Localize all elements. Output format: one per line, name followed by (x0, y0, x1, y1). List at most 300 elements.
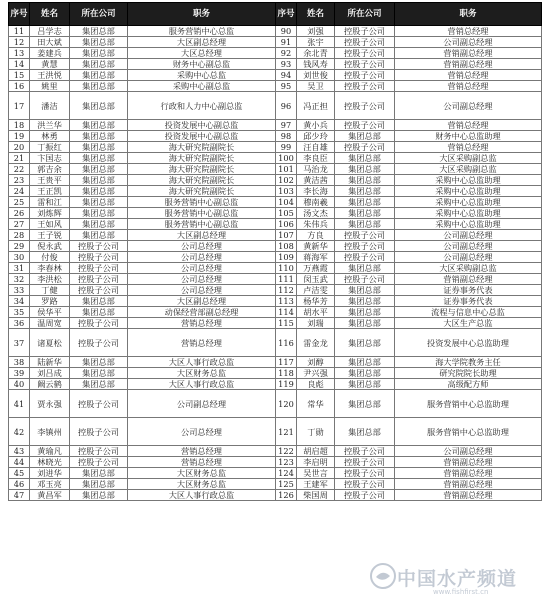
cell-company-right: 控股子公司 (335, 142, 395, 153)
cell-name-left: 陆新华 (30, 357, 70, 368)
cell-title-left: 投资发展中心副总监 (128, 131, 276, 142)
cell-index-left: 36 (9, 318, 30, 329)
cell-title-right: 大区生产总监 (395, 318, 542, 329)
table-row (9, 318, 542, 329)
table-row (9, 418, 542, 446)
table-row (9, 468, 542, 479)
cell-index-left: 17 (9, 92, 30, 120)
cell-title-left: 公司总经理 (128, 263, 276, 274)
cell-title-right: 营销副总经理 (395, 479, 542, 490)
cell-name-right: 汤文杰 (297, 208, 335, 219)
cell-company-right: 集团总部 (335, 164, 395, 175)
cell-title-right: 营销总经理 (395, 81, 542, 92)
cell-index-right: 100 (276, 153, 297, 164)
cell-name-left: 阚云鹤 (30, 379, 70, 390)
cell-index-right: 107 (276, 230, 297, 241)
cell-title-right: 大区采购副总监 (395, 263, 542, 274)
cell-name-right: 钱风寿 (297, 59, 335, 70)
cell-title-left: 财务中心副总监 (128, 59, 276, 70)
cell-company-right: 控股子公司 (335, 70, 395, 81)
cell-company-left: 控股子公司 (70, 241, 128, 252)
cell-index-right: 110 (276, 263, 297, 274)
cell-title-left: 公司副总经理 (128, 390, 276, 418)
cell-name-left: 王正凯 (30, 186, 70, 197)
cell-name-left: 刘吕成 (30, 368, 70, 379)
cell-index-right: 90 (276, 26, 297, 37)
table-row (9, 457, 542, 468)
cell-title-left: 大区财务总监 (128, 479, 276, 490)
cell-name-right: 常华 (297, 390, 335, 418)
cell-company-right: 集团总部 (335, 307, 395, 318)
cell-title-right: 海大学院教务主任 (395, 357, 542, 368)
cell-company-left: 集团总部 (70, 70, 128, 81)
cell-index-right: 115 (276, 318, 297, 329)
cell-company-left: 控股子公司 (70, 285, 128, 296)
cell-title-right: 证券事务代表 (395, 285, 542, 296)
table-row (9, 390, 542, 418)
cell-index-right: 99 (276, 142, 297, 153)
cell-name-left: 吕学志 (30, 26, 70, 37)
cell-index-right: 93 (276, 59, 297, 70)
cell-index-right: 95 (276, 81, 297, 92)
cell-title-right: 公司副总经理 (395, 92, 542, 120)
cell-index-left: 33 (9, 285, 30, 296)
cell-name-left: 温周宽 (30, 318, 70, 329)
cell-name-right: 卢洁雯 (297, 285, 335, 296)
cell-title-left: 海大研究院副院长 (128, 175, 276, 186)
cell-company-left: 集团总部 (70, 153, 128, 164)
cell-company-right: 控股子公司 (335, 26, 395, 37)
cell-title-left: 大区副总经理 (128, 230, 276, 241)
cell-index-left: 22 (9, 164, 30, 175)
cell-index-right: 119 (276, 379, 297, 390)
cell-index-left: 45 (9, 468, 30, 479)
cell-name-left: 黄慧 (30, 59, 70, 70)
cell-company-right: 控股子公司 (335, 490, 395, 501)
cell-title-right: 公司副总经理 (395, 252, 542, 263)
cell-index-right: 102 (276, 175, 297, 186)
cell-name-left: 丁振红 (30, 142, 70, 153)
cell-name-left: 卞国志 (30, 153, 70, 164)
cell-index-left: 43 (9, 446, 30, 457)
header-company-left: 所在公司 (70, 3, 128, 26)
cell-company-right: 控股子公司 (335, 274, 395, 285)
cell-title-left: 海大研究院副院长 (128, 153, 276, 164)
cell-company-left: 控股子公司 (70, 418, 128, 446)
cell-index-right: 96 (276, 92, 297, 120)
cell-name-right: 良彪 (297, 379, 335, 390)
cell-index-right: 116 (276, 329, 297, 357)
table-row (9, 48, 542, 59)
table-row (9, 296, 542, 307)
cell-title-right: 服务营销中心总监助理 (395, 390, 542, 418)
cell-index-right: 125 (276, 479, 297, 490)
cell-company-right: 控股子公司 (335, 48, 395, 59)
cell-name-right: 王建军 (297, 479, 335, 490)
table-row (9, 131, 542, 142)
watermark (369, 560, 549, 600)
fish-logo-icon (369, 562, 397, 590)
cell-company-right: 集团总部 (335, 153, 395, 164)
cell-index-right: 109 (276, 252, 297, 263)
table-row (9, 81, 542, 92)
cell-title-right: 证券事务代表 (395, 296, 542, 307)
cell-company-left: 控股子公司 (70, 263, 128, 274)
cell-index-right: 103 (276, 186, 297, 197)
cell-company-left: 集团总部 (70, 307, 128, 318)
cell-title-left: 大区总经理 (128, 48, 276, 59)
cell-title-right: 采购中心总监助理 (395, 197, 542, 208)
cell-name-right: 柴国周 (297, 490, 335, 501)
cell-title-right: 采购中心总监助理 (395, 175, 542, 186)
cell-index-left: 44 (9, 457, 30, 468)
cell-index-left: 18 (9, 120, 30, 131)
cell-title-left: 服务营销中心总监 (128, 26, 276, 37)
cell-company-right: 集团总部 (335, 197, 395, 208)
cell-name-right: 吴世言 (297, 468, 335, 479)
cell-name-right: 李良臣 (297, 153, 335, 164)
cell-title-left: 服务营销中心副总监 (128, 208, 276, 219)
table-row (9, 186, 542, 197)
cell-index-right: 122 (276, 446, 297, 457)
cell-index-left: 37 (9, 329, 30, 357)
table-row (9, 164, 542, 175)
cell-title-left: 大区人事行政总监 (128, 357, 276, 368)
cell-title-left: 公司总经理 (128, 274, 276, 285)
cell-title-left: 大区财务总监 (128, 368, 276, 379)
cell-name-right: 李启明 (297, 457, 335, 468)
cell-company-left: 集团总部 (70, 92, 128, 120)
cell-company-right: 集团总部 (335, 131, 395, 142)
cell-title-left: 公司总经理 (128, 418, 276, 446)
table-row (9, 357, 542, 368)
cell-title-left: 大区人事行政总监 (128, 490, 276, 501)
cell-title-right: 公司副总经理 (395, 446, 542, 457)
table-row (9, 26, 542, 37)
table-row (9, 197, 542, 208)
cell-name-right: 闵玉武 (297, 274, 335, 285)
cell-company-left: 控股子公司 (70, 390, 128, 418)
cell-company-left: 控股子公司 (70, 318, 128, 329)
cell-name-right: 方良 (297, 230, 335, 241)
cell-company-right: 控股子公司 (335, 457, 395, 468)
cell-title-left: 大区人事行政总监 (128, 379, 276, 390)
cell-title-right: 营销总经理 (395, 142, 542, 153)
cell-title-left: 公司总经理 (128, 241, 276, 252)
cell-company-left: 集团总部 (70, 81, 128, 92)
table-row (9, 153, 542, 164)
cell-index-left: 28 (9, 230, 30, 241)
cell-title-right: 营销副总经理 (395, 457, 542, 468)
cell-name-left: 雷和江 (30, 197, 70, 208)
cell-index-left: 29 (9, 241, 30, 252)
cell-name-left: 丁健 (30, 285, 70, 296)
cell-title-left: 公司总经理 (128, 285, 276, 296)
table-row (9, 37, 542, 48)
cell-index-right: 118 (276, 368, 297, 379)
cell-name-right: 马治龙 (297, 164, 335, 175)
cell-name-left: 林勇 (30, 131, 70, 142)
cell-index-right: 94 (276, 70, 297, 81)
cell-company-right: 集团总部 (335, 186, 395, 197)
cell-name-right: 刘醇 (297, 357, 335, 368)
cell-company-right: 集团总部 (335, 357, 395, 368)
cell-name-left: 李镇州 (30, 418, 70, 446)
cell-index-left: 23 (9, 175, 30, 186)
table-row (9, 208, 542, 219)
cell-company-left: 集团总部 (70, 26, 128, 37)
cell-name-right: 余北青 (297, 48, 335, 59)
cell-name-left: 洪兰华 (30, 120, 70, 131)
cell-title-left: 投资发展中心副总监 (128, 120, 276, 131)
cell-index-left: 20 (9, 142, 30, 153)
cell-name-left: 黄昌军 (30, 490, 70, 501)
cell-name-left: 邓玉亮 (30, 479, 70, 490)
cell-index-left: 32 (9, 274, 30, 285)
cell-name-right: 邱少玲 (297, 131, 335, 142)
table-row (9, 329, 542, 357)
table-row (9, 446, 542, 457)
cell-name-left: 李洪松 (30, 274, 70, 285)
cell-name-right: 杨华芳 (297, 296, 335, 307)
cell-title-left: 营销总经理 (128, 318, 276, 329)
header-company-right: 所在公司 (335, 3, 395, 26)
cell-title-right: 营销总经理 (395, 120, 542, 131)
cell-index-left: 41 (9, 390, 30, 418)
cell-company-left: 集团总部 (70, 175, 128, 186)
cell-index-left: 47 (9, 490, 30, 501)
cell-title-left: 采购中心总监 (128, 70, 276, 81)
cell-company-right: 控股子公司 (335, 81, 395, 92)
cell-company-right: 控股子公司 (335, 479, 395, 490)
cell-name-right: 刘强 (297, 26, 335, 37)
cell-company-right: 集团总部 (335, 368, 395, 379)
cell-name-left: 林晓光 (30, 457, 70, 468)
cell-title-left: 营销总经理 (128, 457, 276, 468)
table-row (9, 142, 542, 153)
cell-company-right: 控股子公司 (335, 252, 395, 263)
cell-title-right: 营销副总经理 (395, 59, 542, 70)
cell-name-left: 黄瑜凡 (30, 446, 70, 457)
cell-name-left: 刘进华 (30, 468, 70, 479)
cell-name-right: 张宇 (297, 37, 335, 48)
cell-company-right: 集团总部 (335, 296, 395, 307)
table-row (9, 307, 542, 318)
cell-title-right: 营销副总经理 (395, 48, 542, 59)
table-row (9, 274, 542, 285)
cell-index-right: 112 (276, 285, 297, 296)
cell-index-right: 113 (276, 296, 297, 307)
cell-index-left: 15 (9, 70, 30, 81)
cell-title-right: 高级配方师 (395, 379, 542, 390)
cell-index-right: 98 (276, 131, 297, 142)
cell-title-right: 采购中心总监助理 (395, 219, 542, 230)
table-row (9, 241, 542, 252)
cell-title-left: 服务营销中心副总监 (128, 219, 276, 230)
cell-title-right: 财务中心总监助理 (395, 131, 542, 142)
cell-name-left: 罗路 (30, 296, 70, 307)
cell-title-right: 大区采购副总监 (395, 164, 542, 175)
header-name-right: 姓名 (297, 3, 335, 26)
cell-title-left: 行政和人力中心副总监 (128, 92, 276, 120)
cell-index-right: 126 (276, 490, 297, 501)
cell-index-right: 97 (276, 120, 297, 131)
cell-company-right: 控股子公司 (335, 37, 395, 48)
cell-title-right: 流程与信息中心总监 (395, 307, 542, 318)
cell-company-right: 集团总部 (335, 285, 395, 296)
table-row (9, 263, 542, 274)
cell-index-left: 34 (9, 296, 30, 307)
cell-company-left: 集团总部 (70, 490, 128, 501)
cell-title-right: 采购中心总监助理 (395, 208, 542, 219)
table-row (9, 230, 542, 241)
header-name-left: 姓名 (30, 3, 70, 26)
cell-title-right: 大区采购副总监 (395, 153, 542, 164)
cell-title-left: 服务营销中心副总监 (128, 197, 276, 208)
cell-title-right: 营销总经理 (395, 26, 542, 37)
cell-name-right: 黄小兵 (297, 120, 335, 131)
cell-company-left: 集团总部 (70, 186, 128, 197)
cell-company-left: 控股子公司 (70, 252, 128, 263)
table-header-row (9, 3, 542, 26)
cell-name-left: 姚里 (30, 81, 70, 92)
cell-company-left: 控股子公司 (70, 457, 128, 468)
table-row (9, 120, 542, 131)
cell-company-left: 集团总部 (70, 208, 128, 219)
cell-name-left: 潘洁 (30, 92, 70, 120)
cell-title-left: 营销总经理 (128, 446, 276, 457)
cell-name-right: 蒋海军 (297, 252, 335, 263)
cell-name-right: 胡水平 (297, 307, 335, 318)
cell-index-right: 121 (276, 418, 297, 446)
cell-company-left: 控股子公司 (70, 446, 128, 457)
table-row (9, 92, 542, 120)
cell-company-left: 集团总部 (70, 48, 128, 59)
cell-index-left: 27 (9, 219, 30, 230)
cell-name-left: 姜建兵 (30, 48, 70, 59)
cell-title-right: 研究院院长助理 (395, 368, 542, 379)
cell-company-right: 集团总部 (335, 219, 395, 230)
cell-company-right: 控股子公司 (335, 120, 395, 131)
cell-name-right: 汪自雄 (297, 142, 335, 153)
cell-company-left: 集团总部 (70, 164, 128, 175)
cell-company-left: 集团总部 (70, 379, 128, 390)
personnel-table (8, 2, 542, 501)
cell-index-left: 16 (9, 81, 30, 92)
cell-title-left: 大区财务总监 (128, 468, 276, 479)
cell-name-left: 郭吉余 (30, 164, 70, 175)
cell-name-right: 冯正担 (297, 92, 335, 120)
watermark-text: 中国水产频道 (397, 568, 518, 590)
header-title-left: 职务 (128, 3, 276, 26)
cell-name-left: 刘炼辉 (30, 208, 70, 219)
cell-title-right: 采购中心总监助理 (395, 186, 542, 197)
cell-title-left: 大区副总经理 (128, 37, 276, 48)
cell-index-right: 111 (276, 274, 297, 285)
cell-index-left: 12 (9, 37, 30, 48)
cell-index-left: 30 (9, 252, 30, 263)
cell-name-left: 倪永武 (30, 241, 70, 252)
cell-index-left: 35 (9, 307, 30, 318)
watermark-url: www.fishfirst.cn (433, 588, 489, 596)
cell-title-right: 营销副总经理 (395, 490, 542, 501)
table-row (9, 175, 542, 186)
table-row (9, 490, 542, 501)
cell-title-left: 营销总经理 (128, 329, 276, 357)
cell-company-right: 控股子公司 (335, 92, 395, 120)
cell-name-right: 万燕霞 (297, 263, 335, 274)
cell-company-right: 控股子公司 (335, 468, 395, 479)
cell-company-left: 集团总部 (70, 197, 128, 208)
cell-title-right: 公司副总经理 (395, 37, 542, 48)
cell-company-left: 集团总部 (70, 357, 128, 368)
cell-company-left: 集团总部 (70, 368, 128, 379)
table-row (9, 479, 542, 490)
header-title-right: 职务 (395, 3, 542, 26)
header-index-left: 序号 (9, 3, 30, 26)
cell-name-right: 尹兴强 (297, 368, 335, 379)
table-row (9, 59, 542, 70)
cell-company-left: 集团总部 (70, 479, 128, 490)
cell-company-right: 集团总部 (335, 329, 395, 357)
cell-name-right: 刘瑞 (297, 318, 335, 329)
cell-name-right: 黄新华 (297, 241, 335, 252)
cell-name-left: 王贵平 (30, 175, 70, 186)
cell-index-right: 104 (276, 197, 297, 208)
cell-name-right: 胡启超 (297, 446, 335, 457)
cell-company-left: 集团总部 (70, 468, 128, 479)
table-row (9, 285, 542, 296)
cell-name-right: 吴卫 (297, 81, 335, 92)
cell-index-left: 40 (9, 379, 30, 390)
header-index-right: 序号 (276, 3, 297, 26)
cell-index-left: 31 (9, 263, 30, 274)
cell-name-left: 王子锐 (30, 230, 70, 241)
cell-title-right: 营销副总经理 (395, 274, 542, 285)
cell-index-right: 101 (276, 164, 297, 175)
cell-title-left: 公司总经理 (128, 252, 276, 263)
cell-index-left: 19 (9, 131, 30, 142)
cell-company-left: 控股子公司 (70, 274, 128, 285)
cell-company-left: 集团总部 (70, 37, 128, 48)
cell-company-left: 集团总部 (70, 230, 128, 241)
cell-name-right: 丁勋 (297, 418, 335, 446)
cell-company-left: 集团总部 (70, 131, 128, 142)
cell-title-left: 大区副总经理 (128, 296, 276, 307)
cell-company-left: 集团总部 (70, 120, 128, 131)
cell-index-right: 108 (276, 241, 297, 252)
cell-name-right: 穆南羲 (297, 197, 335, 208)
cell-title-right: 公司副总经理 (395, 230, 542, 241)
cell-index-left: 21 (9, 153, 30, 164)
cell-name-left: 侯华平 (30, 307, 70, 318)
cell-name-left: 田大斌 (30, 37, 70, 48)
cell-index-left: 13 (9, 48, 30, 59)
cell-company-right: 集团总部 (335, 175, 395, 186)
cell-name-left: 李春林 (30, 263, 70, 274)
cell-title-right: 营销副总经理 (395, 468, 542, 479)
table-row (9, 379, 542, 390)
cell-company-right: 集团总部 (335, 390, 395, 418)
cell-company-right: 集团总部 (335, 379, 395, 390)
cell-index-right: 105 (276, 208, 297, 219)
cell-name-left: 付俊 (30, 252, 70, 263)
cell-index-left: 39 (9, 368, 30, 379)
cell-index-right: 124 (276, 468, 297, 479)
personnel-table-container (8, 2, 542, 501)
cell-index-left: 11 (9, 26, 30, 37)
cell-name-left: 王洪悦 (30, 70, 70, 81)
